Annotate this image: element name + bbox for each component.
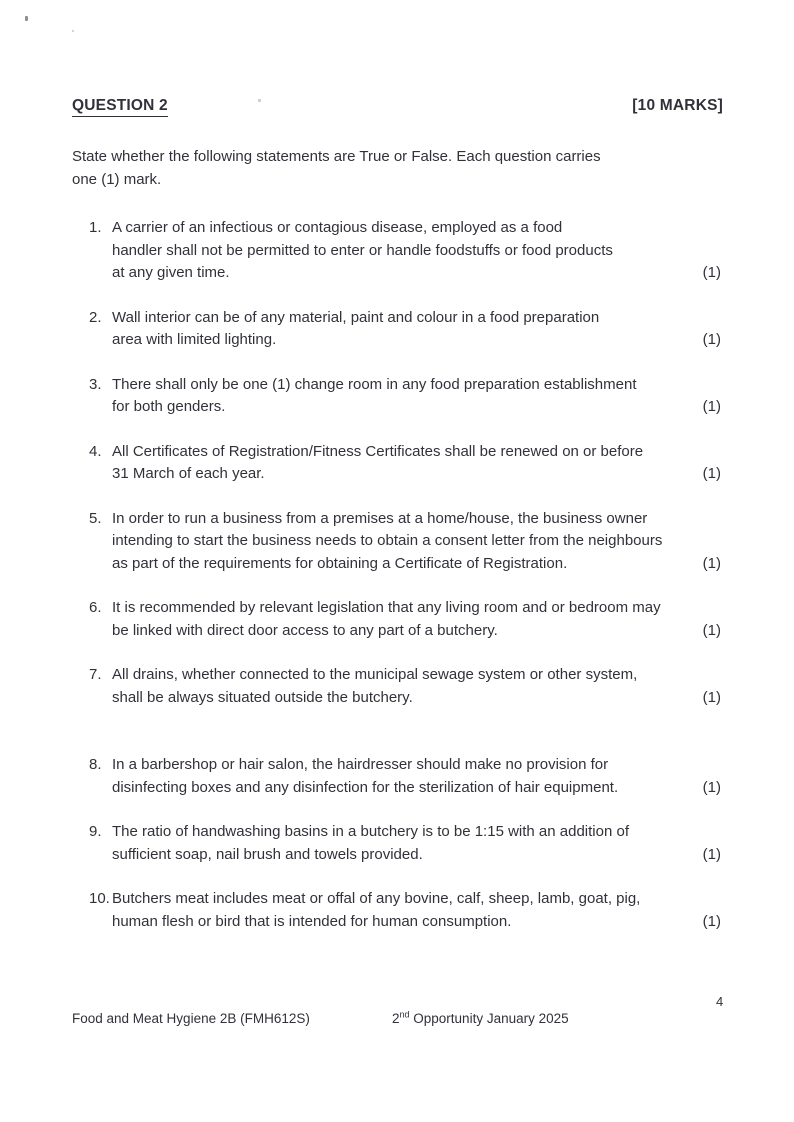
question-number: 4.: [89, 442, 102, 460]
question-mark-allocation: (1): [702, 778, 721, 796]
footer-exam-session: [392, 1011, 569, 1026]
question-text-line: There shall only be one (1) change room in any food preparation establishment: [112, 375, 637, 393]
footer-session-text: Opportunity January 2025: [409, 1011, 569, 1026]
page-footer: [72, 1011, 723, 1026]
question-text-line: disinfecting boxes and any disinfection for the sterilization of hair equipment.: [112, 778, 619, 796]
question-text: [112, 217, 613, 285]
question-text-line: as part of the requirements for obtaining a Certificate of Registration.: [112, 554, 568, 572]
question-text-line: The ratio of handwashing basins in a butchery is to be 1:15 with an addition of: [112, 823, 629, 840]
footer-session-number: 2: [392, 1011, 400, 1026]
question-text-line: shall be always situated outside the butchery.: [112, 688, 413, 706]
total-marks: [10 MARKS]: [632, 97, 723, 114]
question-item: [72, 754, 723, 799]
question-text-line: for both genders.: [112, 398, 226, 415]
question-text: [112, 888, 640, 933]
question-text: [112, 441, 643, 486]
question-text-line: All Certificates of Registration/Fitness Certificates shall be renewed on or before: [112, 442, 644, 460]
question-item: [72, 508, 723, 576]
question-text-line: In a barbershop or hair salon, the hairdresser should make no provision for: [112, 756, 609, 773]
question-text-line: Butchers meat includes meat or offal of any bovine, calf, sheep, lamb, goat, pig,: [112, 890, 641, 907]
question-text: [112, 821, 629, 866]
question-text: [112, 508, 662, 576]
question-text-line: handler shall not be permitted to enter or handle foodstuffs or food products: [112, 241, 613, 259]
question-text: [112, 754, 618, 799]
question-mark-allocation: (1): [702, 912, 721, 930]
question-text-line: In order to run a business from a premises at a home/house, the business owner: [112, 509, 648, 527]
question-number: 10.: [89, 890, 110, 907]
question-mark-allocation: (1): [702, 554, 721, 572]
question-text-line: at any given time.: [112, 264, 230, 281]
question-text-line: Wall interior can be of any material, paint and colour in a food preparation: [112, 308, 600, 326]
question-number: 5.: [89, 509, 102, 527]
question-number: 9.: [89, 823, 102, 840]
scan-speck: [25, 16, 28, 21]
question-number: 8.: [89, 756, 102, 773]
question-item: [72, 664, 723, 709]
question-item: [72, 597, 723, 642]
question-item: [72, 441, 723, 486]
question-number: 1.: [89, 219, 102, 236]
question-text-line: 31 March of each year.: [112, 465, 265, 482]
instructions: [72, 146, 723, 191]
scan-speck: [72, 30, 74, 32]
question-number: 7.: [89, 666, 102, 683]
page-content: [72, 97, 723, 955]
question-text: [112, 664, 637, 709]
question-item: [72, 821, 723, 866]
question-item: [72, 307, 723, 352]
question-number: 3.: [89, 375, 102, 393]
question-number: 6.: [89, 599, 102, 616]
question-text: [112, 307, 599, 352]
question-mark-allocation: (1): [702, 621, 721, 639]
question-number: 2.: [89, 308, 102, 326]
instructions-line: one (1) mark.: [72, 170, 162, 188]
question-text-line: human flesh or bird that is intended for human consumption.: [112, 912, 512, 930]
question-mark-allocation: (1): [702, 331, 721, 348]
footer-course-code: Food and Meat Hygiene 2B (FMH612S): [72, 1011, 310, 1026]
footer-session-ordinal: nd: [399, 1009, 410, 1020]
question-text: [112, 374, 636, 419]
question-mark-allocation: (1): [702, 398, 721, 415]
question-mark-allocation: (1): [702, 465, 721, 482]
question-mark-allocation: (1): [702, 688, 721, 706]
page-number: 4: [716, 994, 724, 1009]
question-text-line: It is recommended by relevant legislation that any living room and or bedroom may: [112, 599, 661, 616]
question-item: [72, 374, 723, 419]
question-text-line: A carrier of an infectious or contagious disease, employed as a food: [112, 219, 563, 236]
question-mark-allocation: (1): [702, 264, 721, 281]
question-header: [72, 97, 723, 117]
question-text-line: All drains, whether connected to the municipal sewage system or other system,: [112, 666, 638, 683]
question-text-line: be linked with direct door access to any part of a butchery.: [112, 621, 498, 639]
question-item: [72, 888, 723, 933]
question-text-line: sufficient soap, nail brush and towels provided.: [112, 845, 423, 863]
question-item: [72, 217, 723, 285]
question-list: [72, 217, 723, 933]
question-text-line: intending to start the business needs to obtain a consent letter from the neighbours: [112, 532, 663, 549]
question-text: [112, 597, 661, 642]
question-title: QUESTION 2: [72, 97, 168, 117]
instructions-line: State whether the following statements are True or False. Each question carries: [72, 148, 601, 165]
question-text-line: area with limited lighting.: [112, 331, 277, 348]
question-mark-allocation: (1): [702, 845, 721, 863]
